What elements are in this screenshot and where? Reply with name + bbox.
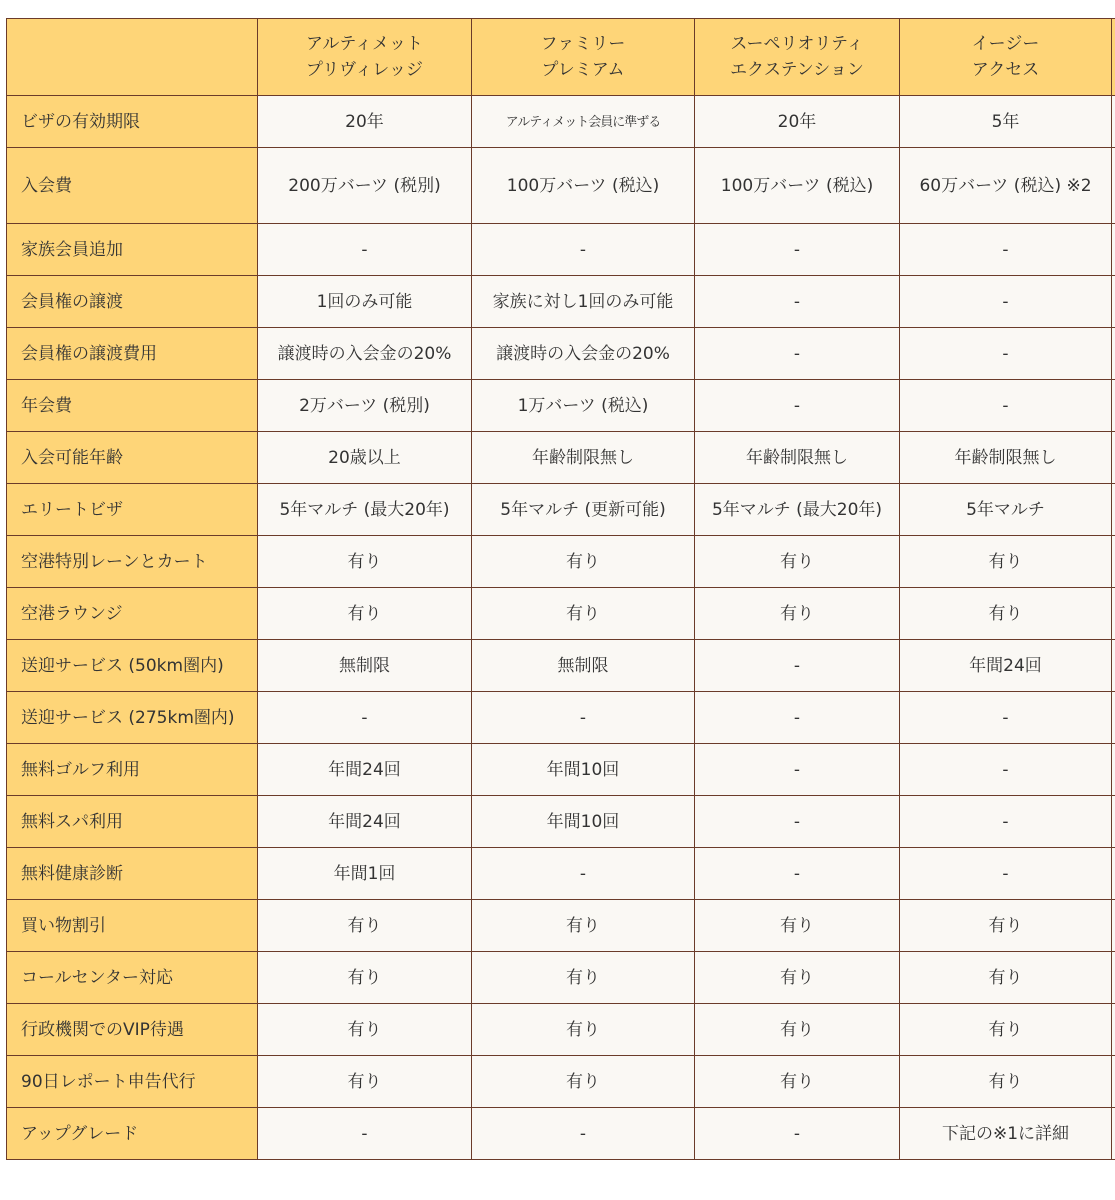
header-overflow-cell [1112,19,1115,96]
comparison-table-container [6,18,1115,1160]
table-cell: 有り [900,536,1112,588]
table-row [7,276,1115,328]
overflow-cell [1112,692,1115,744]
table-cell: 有り [695,900,900,952]
row-label: 空港ラウンジ [7,588,258,640]
table-cell: 5年マルチ (更新可能) [472,484,695,536]
row-label: ビザの有効期限 [7,96,258,148]
table-cell: - [695,276,900,328]
table-cell: 無制限 [472,640,695,692]
row-label: エリートビザ [7,484,258,536]
table-cell: 有り [472,952,695,1004]
row-label: 行政機関でのVIP待遇 [7,1004,258,1056]
table-row [7,328,1115,380]
table-cell: 年間24回 [258,796,472,848]
overflow-cell [1112,640,1115,692]
row-label: 入会費 [7,148,258,224]
header-plan-superiority-extension [695,19,900,96]
table-cell: 有り [258,1004,472,1056]
row-label: 家族会員追加 [7,224,258,276]
table-cell: 20年 [695,96,900,148]
table-cell: - [695,1108,900,1160]
table-header [7,19,1115,96]
table-cell: 有り [900,588,1112,640]
table-cell [472,96,695,148]
header-label-line1: イージー [971,34,1040,54]
overflow-cell [1112,588,1115,640]
table-row [7,744,1115,796]
table-cell: 有り [472,1056,695,1108]
table-cell: - [695,796,900,848]
table-row [7,1004,1115,1056]
table-cell: 年間10回 [472,744,695,796]
table-cell-text: アルティメット会員に準ずる [505,114,661,130]
table-cell: 有り [900,900,1112,952]
table-cell: 年齢制限無し [900,432,1112,484]
table-row [7,588,1115,640]
header-label-line1: アルティメット [306,34,423,54]
table-row [7,432,1115,484]
table-cell: 2万バーツ (税別) [258,380,472,432]
table-cell: 有り [258,588,472,640]
table-cell: 20歳以上 [258,432,472,484]
table-row [7,96,1115,148]
table-row [7,952,1115,1004]
header-label-line2: アクセス [971,60,1040,80]
table-cell: - [900,692,1112,744]
overflow-cell [1112,796,1115,848]
table-cell: 家族に対し1回のみ可能 [472,276,695,328]
table-cell: - [695,848,900,900]
table-cell: - [472,1108,695,1160]
table-row [7,1108,1115,1160]
overflow-cell [1112,1004,1115,1056]
table-body [7,96,1115,1160]
header-label-line2: エクステンション [730,60,864,80]
table-cell: 有り [900,1004,1112,1056]
header-plan-easy-access [900,19,1112,96]
table-cell: 60万バーツ (税込) ※2 [900,148,1112,224]
table-cell: - [900,848,1112,900]
table-cell: 有り [258,536,472,588]
table-cell: 有り [472,536,695,588]
overflow-cell [1112,380,1115,432]
table-cell: 有り [258,1056,472,1108]
row-label: 入会可能年齢 [7,432,258,484]
row-label: コールセンター対応 [7,952,258,1004]
row-label: 無料スパ利用 [7,796,258,848]
overflow-cell [1112,1056,1115,1108]
row-label: 空港特別レーンとカート [7,536,258,588]
header-plan-family-premium [472,19,695,96]
table-row [7,380,1115,432]
overflow-cell [1112,96,1115,148]
table-cell: 譲渡時の入会金の20% [258,328,472,380]
overflow-cell [1112,328,1115,380]
row-label: 90日レポート申告代行 [7,1056,258,1108]
table-cell: - [695,744,900,796]
row-label: 会員権の譲渡 [7,276,258,328]
header-label-line2: プレミアム [541,60,625,80]
table-cell: 下記の※1に詳細 [900,1108,1112,1160]
header-plan-ultimate-privilege [258,19,472,96]
table-cell: - [900,744,1112,796]
membership-comparison-table [6,18,1115,1160]
table-cell: 有り [472,900,695,952]
table-cell: 年間10回 [472,796,695,848]
table-row [7,484,1115,536]
overflow-cell [1112,900,1115,952]
table-row [7,1056,1115,1108]
table-cell: 有り [472,1004,695,1056]
table-cell: - [258,224,472,276]
table-cell: 100万バーツ (税込) [695,148,900,224]
overflow-cell [1112,952,1115,1004]
table-cell: 譲渡時の入会金の20% [472,328,695,380]
header-corner-cell [7,19,258,96]
table-cell: - [472,692,695,744]
table-cell: - [258,692,472,744]
table-cell: 有り [258,952,472,1004]
table-cell: - [472,848,695,900]
table-cell: - [258,1108,472,1160]
table-cell: 200万バーツ (税別) [258,148,472,224]
table-cell: - [900,276,1112,328]
table-row [7,536,1115,588]
table-row [7,900,1115,952]
table-cell: - [900,224,1112,276]
table-cell: - [695,380,900,432]
table-cell: - [695,224,900,276]
overflow-cell [1112,848,1115,900]
header-label-line1: スーペリオリティ [730,34,864,54]
table-cell: 有り [472,588,695,640]
table-cell: 1回のみ可能 [258,276,472,328]
table-row [7,796,1115,848]
table-cell: 5年マルチ (最大20年) [258,484,472,536]
row-label: 無料ゴルフ利用 [7,744,258,796]
table-cell: - [900,380,1112,432]
overflow-cell [1112,432,1115,484]
table-cell: 有り [258,900,472,952]
table-cell: - [900,328,1112,380]
overflow-cell [1112,276,1115,328]
header-label-line2: プリヴィレッジ [305,60,424,80]
table-row [7,224,1115,276]
row-label: 買い物割引 [7,900,258,952]
table-cell: 年間24回 [900,640,1112,692]
table-row [7,148,1115,224]
table-cell: 無制限 [258,640,472,692]
table-cell: - [472,224,695,276]
table-cell: 有り [695,536,900,588]
table-cell: 有り [695,952,900,1004]
table-cell: 有り [695,1004,900,1056]
table-row [7,640,1115,692]
table-cell: 有り [695,588,900,640]
table-cell: 5年マルチ (最大20年) [695,484,900,536]
table-cell: 1万バーツ (税込) [472,380,695,432]
row-label: 送迎サービス (50km圏内) [7,640,258,692]
overflow-cell [1112,1108,1115,1160]
table-cell: 年齢制限無し [695,432,900,484]
table-cell: 有り [695,1056,900,1108]
table-cell: - [695,328,900,380]
table-cell: 20年 [258,96,472,148]
table-cell: 100万バーツ (税込) [472,148,695,224]
row-label: 会員権の譲渡費用 [7,328,258,380]
overflow-cell [1112,536,1115,588]
row-label: 年会費 [7,380,258,432]
table-row [7,848,1115,900]
row-label: 送迎サービス (275km圏内) [7,692,258,744]
overflow-cell [1112,744,1115,796]
header-label-line1: ファミリー [540,34,626,54]
table-row [7,692,1115,744]
row-label: 無料健康診断 [7,848,258,900]
overflow-cell [1112,484,1115,536]
row-label: アップグレード [7,1108,258,1160]
table-cell: 有り [900,1056,1112,1108]
table-cell: 5年 [900,96,1112,148]
table-cell: 年間1回 [258,848,472,900]
table-cell: 年間24回 [258,744,472,796]
table-cell: 年齢制限無し [472,432,695,484]
table-cell: 有り [900,952,1112,1004]
table-cell: 5年マルチ [900,484,1112,536]
header-row [7,19,1115,96]
overflow-cell [1112,148,1115,224]
table-cell: - [695,692,900,744]
table-cell: - [900,796,1112,848]
overflow-cell [1112,224,1115,276]
table-cell: - [695,640,900,692]
